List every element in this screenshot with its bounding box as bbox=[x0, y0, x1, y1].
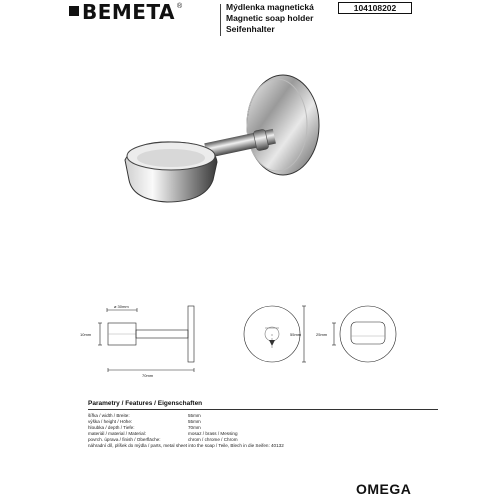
header bbox=[0, 0, 500, 40]
param-label: povrch. úprava / finish / Oberfläche: bbox=[88, 437, 161, 442]
param-label: výška / height / Höhe: bbox=[88, 419, 133, 424]
param-label: šířka / width / Breite: bbox=[88, 413, 130, 418]
brand-name: BEMETA bbox=[82, 0, 176, 24]
product-photo bbox=[105, 70, 355, 220]
spare-part-note: náhradní díl, plíšek do mýdla / parts, metal sheet into the soap / Teile, Blech in die Seifen: 40132 bbox=[88, 443, 284, 448]
product-code: 104108202 bbox=[338, 2, 412, 14]
product-name-de: Seifenhalter bbox=[226, 24, 275, 34]
dim-right-height: 25mm bbox=[316, 332, 328, 337]
technical-drawings bbox=[0, 290, 500, 380]
param-value: chrom / chrome / Chrom bbox=[188, 437, 238, 442]
param-value: mosaz / brass / Messing bbox=[188, 431, 238, 436]
logo-square-icon bbox=[69, 6, 79, 16]
parameters-section bbox=[88, 400, 438, 449]
dim-diameter: ø 30mm bbox=[114, 304, 129, 309]
right-view-drawing bbox=[332, 306, 396, 362]
param-label: materiál / material / Material: bbox=[88, 431, 146, 436]
brand-logo bbox=[69, 2, 182, 22]
side-view-drawing bbox=[98, 306, 194, 372]
product-name-cz: Mýdlenka magnetická bbox=[226, 2, 314, 12]
series-name: OMEGA bbox=[356, 481, 412, 497]
product-name-en: Magnetic soap holder bbox=[226, 13, 314, 23]
param-value: 55mm bbox=[188, 413, 201, 418]
header-divider bbox=[220, 4, 221, 36]
dim-depth: 70mm bbox=[142, 373, 154, 378]
dim-side-height: 10mm bbox=[80, 332, 92, 337]
dim-front-height: 55mm bbox=[290, 332, 302, 337]
registered-mark: ® bbox=[177, 3, 183, 10]
param-value: 70mm bbox=[188, 425, 201, 430]
product-names bbox=[226, 2, 314, 35]
param-label: hloubka / depth / Tiefe: bbox=[88, 425, 135, 430]
parameters-title: Parametry / Features / Eigenschaften bbox=[88, 400, 438, 410]
param-value: 55mm bbox=[188, 419, 201, 424]
